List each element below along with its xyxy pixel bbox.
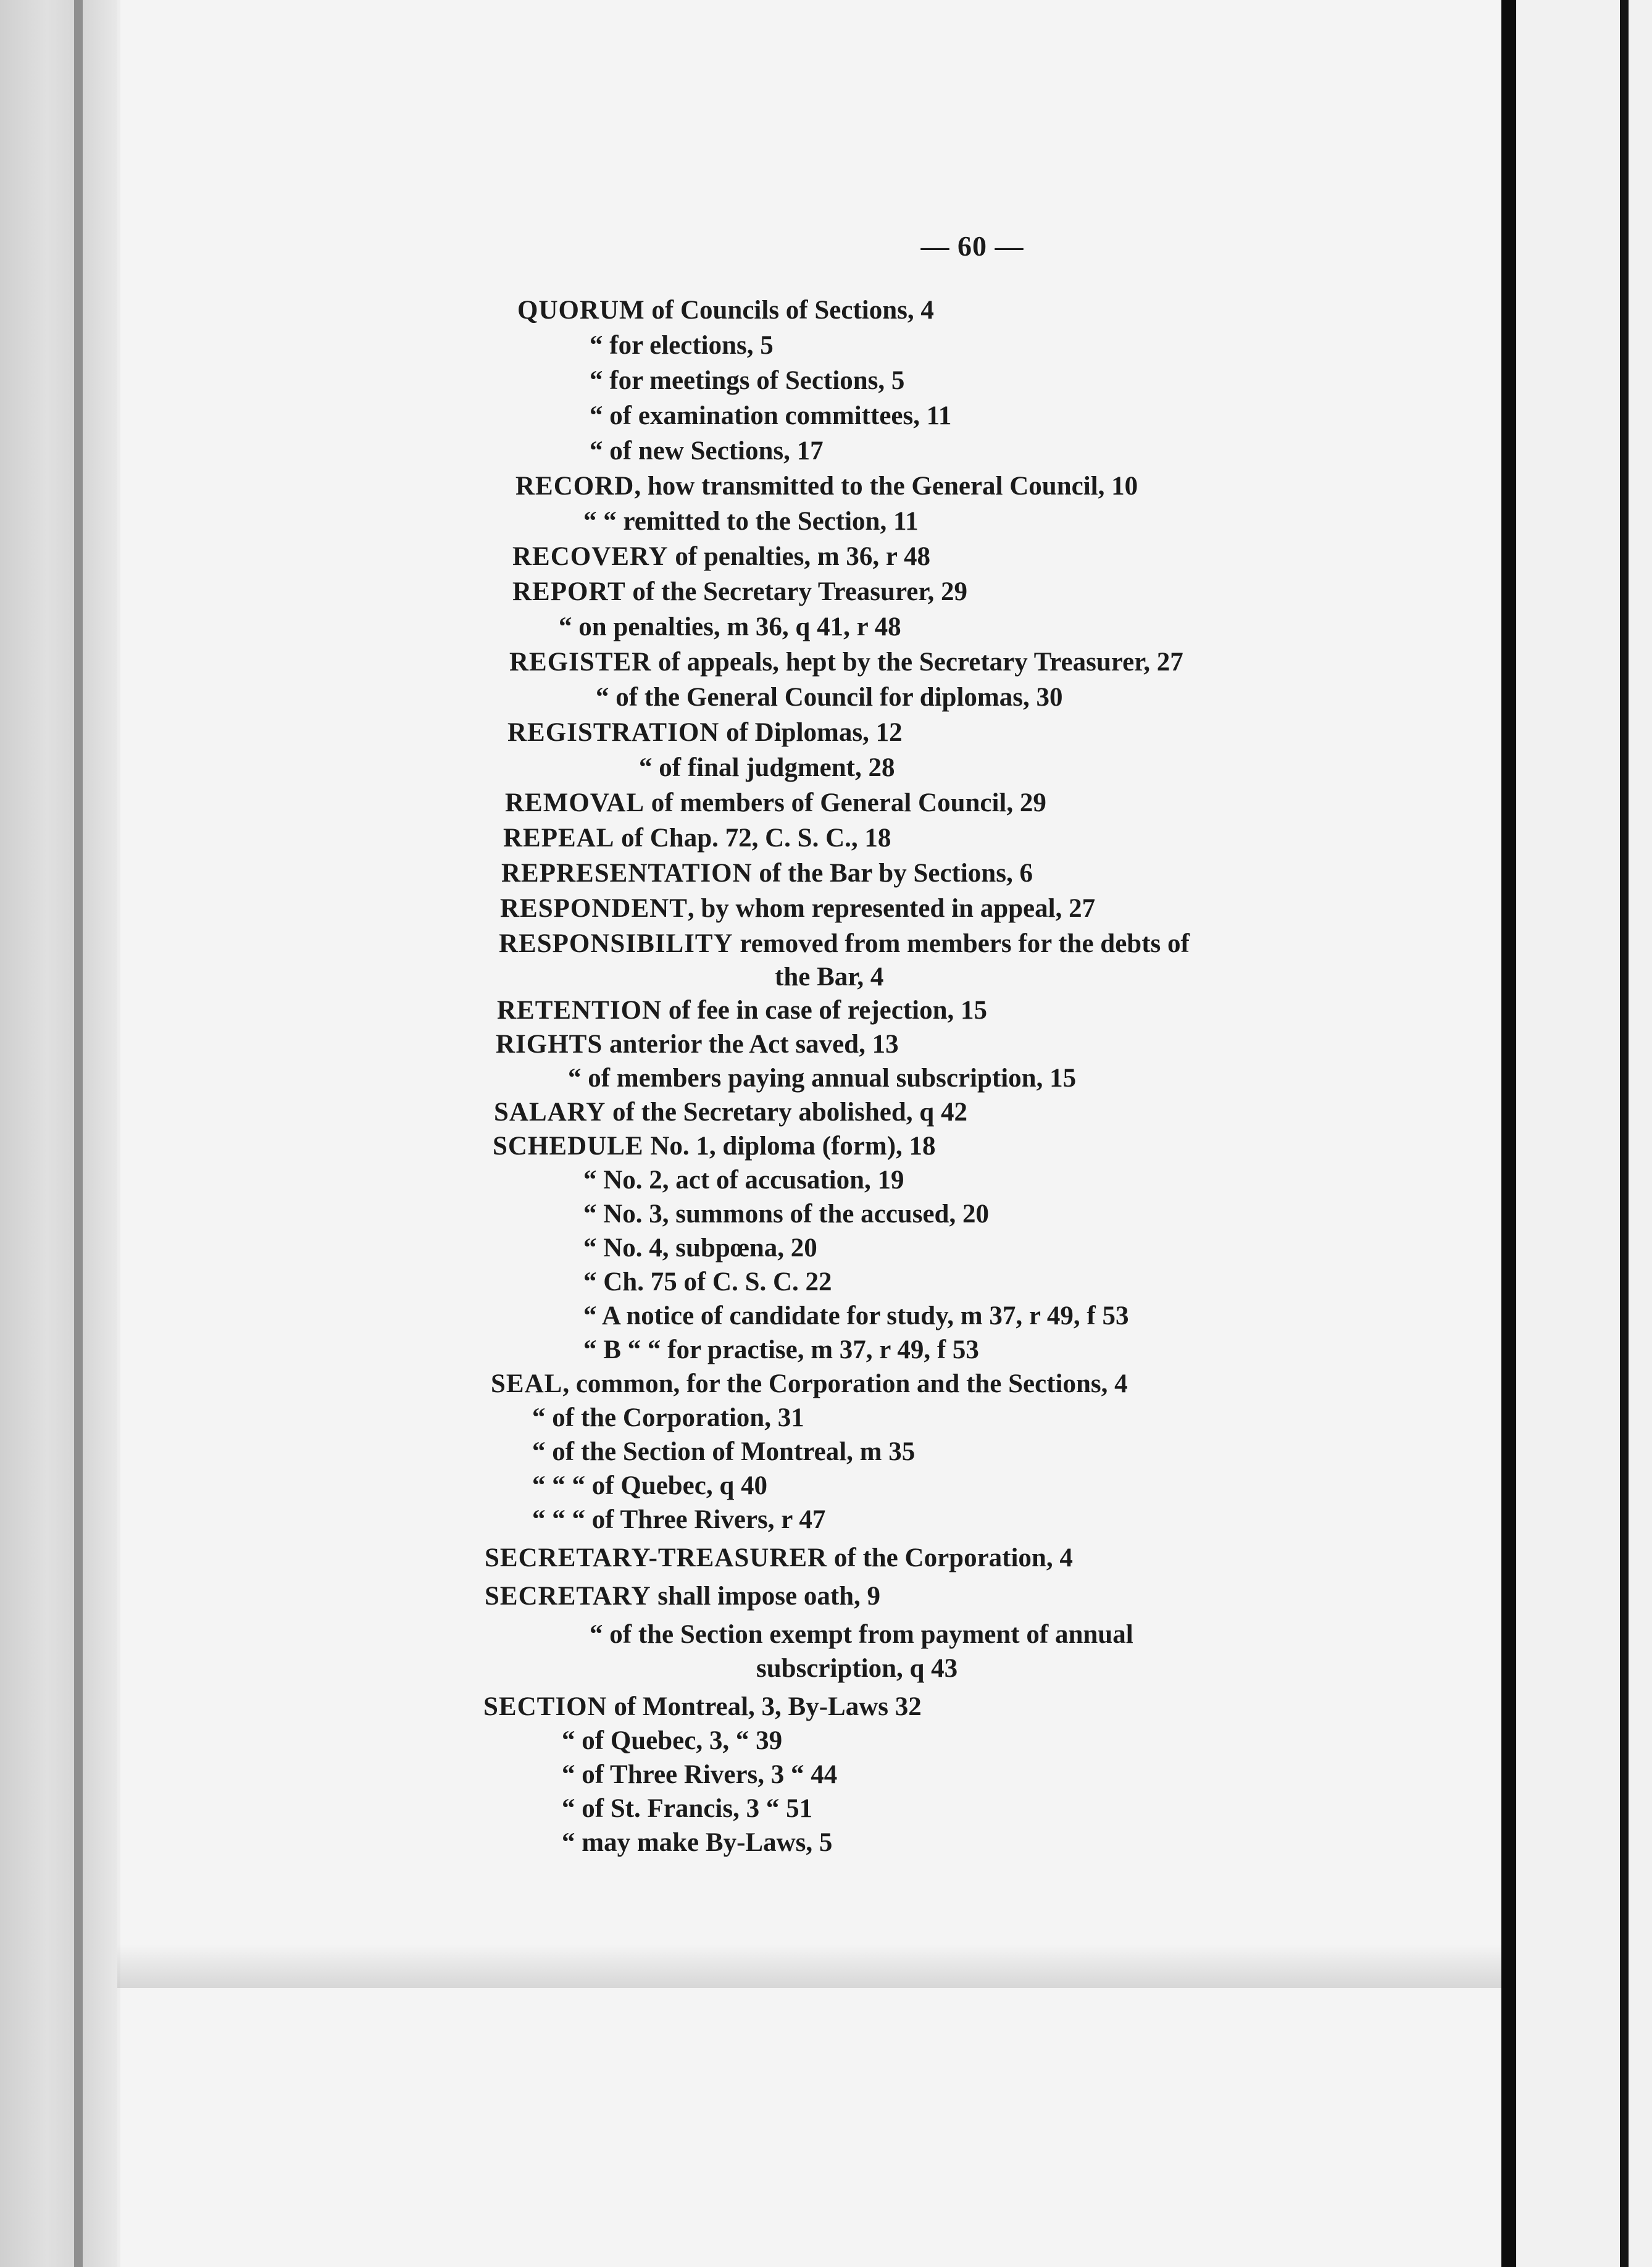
page-number: — 60 —	[920, 230, 1024, 262]
entry-text: of Chap. 72, C. S. C., 18	[614, 824, 891, 853]
entry-text: , by whom represented in appeal, 27	[687, 894, 1096, 923]
entry-text: “ “ “ of Three Rivers, r 47	[532, 1505, 826, 1534]
index-entry	[517, 294, 934, 327]
index-entry	[505, 787, 1046, 820]
index-entry	[583, 1334, 979, 1367]
entry-text: “ of the General Council for diplomas, 30	[596, 683, 1063, 712]
index-entry	[583, 1266, 832, 1299]
index-entry	[590, 1618, 1133, 1651]
entry-key: SECTION	[483, 1692, 607, 1721]
entry-text: of appeals, hept by the Secretary Treasurer, 27	[651, 648, 1183, 677]
facing-page-edge	[1620, 0, 1629, 2267]
index-entry	[532, 1503, 825, 1537]
index-entry	[493, 1130, 936, 1163]
index-entry	[639, 751, 895, 785]
index-entry	[756, 1652, 957, 1685]
entry-text: , common, for the Corporation and the Sections, 4	[562, 1369, 1128, 1398]
index-entry	[512, 575, 967, 609]
index-entry	[501, 857, 1033, 890]
entry-text: , how transmitted to the General Council, 10	[634, 472, 1138, 501]
entry-text: “ of St. Francis, 3 “ 51	[562, 1794, 813, 1823]
index-entry	[485, 1580, 880, 1613]
index-entry	[515, 470, 1138, 503]
index-entry	[494, 1096, 967, 1129]
index-entry	[562, 1826, 832, 1860]
entry-key: REGISTER	[509, 648, 652, 677]
index-entry	[491, 1367, 1128, 1401]
entry-key: RETENTION	[497, 996, 662, 1025]
index-entry	[532, 1435, 915, 1469]
entry-text: “ of the Corporation, 31	[532, 1403, 804, 1432]
index-entry	[562, 1758, 837, 1792]
index-entry	[775, 961, 883, 994]
index-entry	[583, 1232, 817, 1265]
entry-text: “ Ch. 75 of C. S. C. 22	[583, 1267, 832, 1296]
entry-key: RECOVERY	[512, 542, 669, 571]
index-entry	[590, 435, 824, 468]
entry-key: SCHEDULE	[493, 1132, 644, 1161]
entry-key: RECORD	[515, 472, 635, 501]
entry-text: of fee in case of rejection, 15	[662, 996, 988, 1025]
index-entry	[583, 1164, 904, 1197]
entry-text: removed from members for the debts of	[733, 929, 1190, 958]
index-entry	[509, 646, 1183, 679]
entry-text: of penalties, m 36, r 48	[668, 542, 930, 571]
entry-text: “ for meetings of Sections, 5	[590, 366, 905, 395]
entry-text: “ for elections, 5	[590, 331, 774, 360]
entry-text: of the Secretary Treasurer, 29	[625, 577, 967, 606]
entry-text: of Councils of Sections, 4	[645, 296, 934, 325]
entry-text: “ No. 2, act of accusation, 19	[583, 1166, 904, 1195]
index-entry	[512, 540, 930, 574]
index-entry	[559, 611, 901, 644]
entry-text: the Bar, 4	[775, 962, 884, 992]
entry-key: REPRESENTATION	[501, 859, 753, 888]
index-entry	[483, 1690, 922, 1724]
entry-key: SALARY	[494, 1098, 606, 1127]
index-entry	[507, 716, 903, 749]
entry-text: of Diplomas, 12	[719, 718, 903, 747]
entry-key: SEAL	[491, 1369, 563, 1398]
index-entry	[562, 1792, 812, 1826]
entry-key: RIGHTS	[496, 1030, 603, 1059]
entry-text: of the Secretary abolished, q 42	[606, 1098, 967, 1127]
entry-text: “ of examination committees, 11	[590, 401, 952, 430]
entry-text: “ A notice of candidate for study, m 37, r 49, f 53	[583, 1301, 1129, 1330]
entry-key: SECRETARY-TREASURER	[485, 1543, 828, 1572]
index-entry	[596, 681, 1062, 714]
index-entry	[583, 1198, 989, 1231]
entry-text: “ of Quebec, 3, “ 39	[562, 1726, 783, 1755]
entry-text: “ “ “ of Quebec, q 40	[532, 1471, 768, 1500]
entry-text: anterior the Act saved, 13	[603, 1030, 899, 1059]
entry-key: RESPONDENT	[500, 894, 688, 923]
entry-text: No. 1, diploma (form), 18	[643, 1132, 936, 1161]
entry-key: SECRETARY	[485, 1582, 651, 1611]
entry-text: of Montreal, 3, By-Laws 32	[607, 1692, 922, 1721]
entry-key: REPORT	[512, 577, 626, 606]
entry-text: “ “ remitted to the Section, 11	[583, 507, 919, 536]
entry-text: “ No. 4, subpœna, 20	[583, 1234, 817, 1263]
entry-text: “ of Three Rivers, 3 “ 44	[562, 1760, 838, 1789]
index-entry	[503, 822, 891, 855]
entry-text: shall impose oath, 9	[651, 1582, 881, 1611]
entry-key: REGISTRATION	[507, 718, 720, 747]
index-entry	[590, 364, 904, 398]
entry-text: of the Corporation, 4	[827, 1543, 1073, 1572]
entry-text: “ may make By-Laws, 5	[562, 1828, 833, 1857]
index-entry	[583, 505, 919, 538]
entry-key: RESPONSIBILITY	[499, 929, 733, 958]
entry-text: “ of final judgment, 28	[639, 753, 895, 782]
index-entry	[590, 329, 774, 362]
entry-text: “ No. 3, summons of the accused, 20	[583, 1200, 989, 1229]
facing-page-margin	[1516, 0, 1652, 2267]
page-spine-edge	[1501, 0, 1516, 2267]
index-entry	[496, 1028, 899, 1061]
entry-text: “ on penalties, m 36, q 41, r 48	[559, 612, 901, 641]
entry-text: “ B “ “ for practise, m 37, r 49, f 53	[583, 1335, 979, 1364]
index-entry	[499, 927, 1190, 961]
entry-key: REPEAL	[503, 824, 615, 853]
index-entry	[497, 994, 987, 1027]
index-entry	[590, 399, 951, 433]
entry-key: REMOVAL	[505, 788, 645, 817]
entry-text: of the Bar by Sections, 6	[752, 859, 1033, 888]
entry-text: “ of members paying annual subscription, 15	[568, 1064, 1077, 1093]
bottom-page-shadow	[117, 1945, 1543, 1988]
entry-text: “ of the Section exempt from payment of annual	[590, 1620, 1133, 1649]
entry-text: “ of new Sections, 17	[590, 436, 824, 466]
entry-text: of members of General Council, 29	[645, 788, 1046, 817]
index-entry	[500, 892, 1095, 925]
entry-text: “ of the Section of Montreal, m 35	[532, 1437, 916, 1466]
index-entry	[568, 1062, 1076, 1095]
index-entry	[562, 1724, 782, 1758]
left-binding-edge	[0, 0, 117, 2267]
index-entry	[532, 1401, 804, 1435]
left-edge-shadow	[74, 0, 83, 2267]
entry-text: subscription, q 43	[756, 1654, 958, 1683]
entry-key: QUORUM	[517, 296, 645, 325]
index-entry	[583, 1300, 1129, 1333]
index-entry	[485, 1542, 1073, 1575]
index-entry	[532, 1469, 767, 1503]
